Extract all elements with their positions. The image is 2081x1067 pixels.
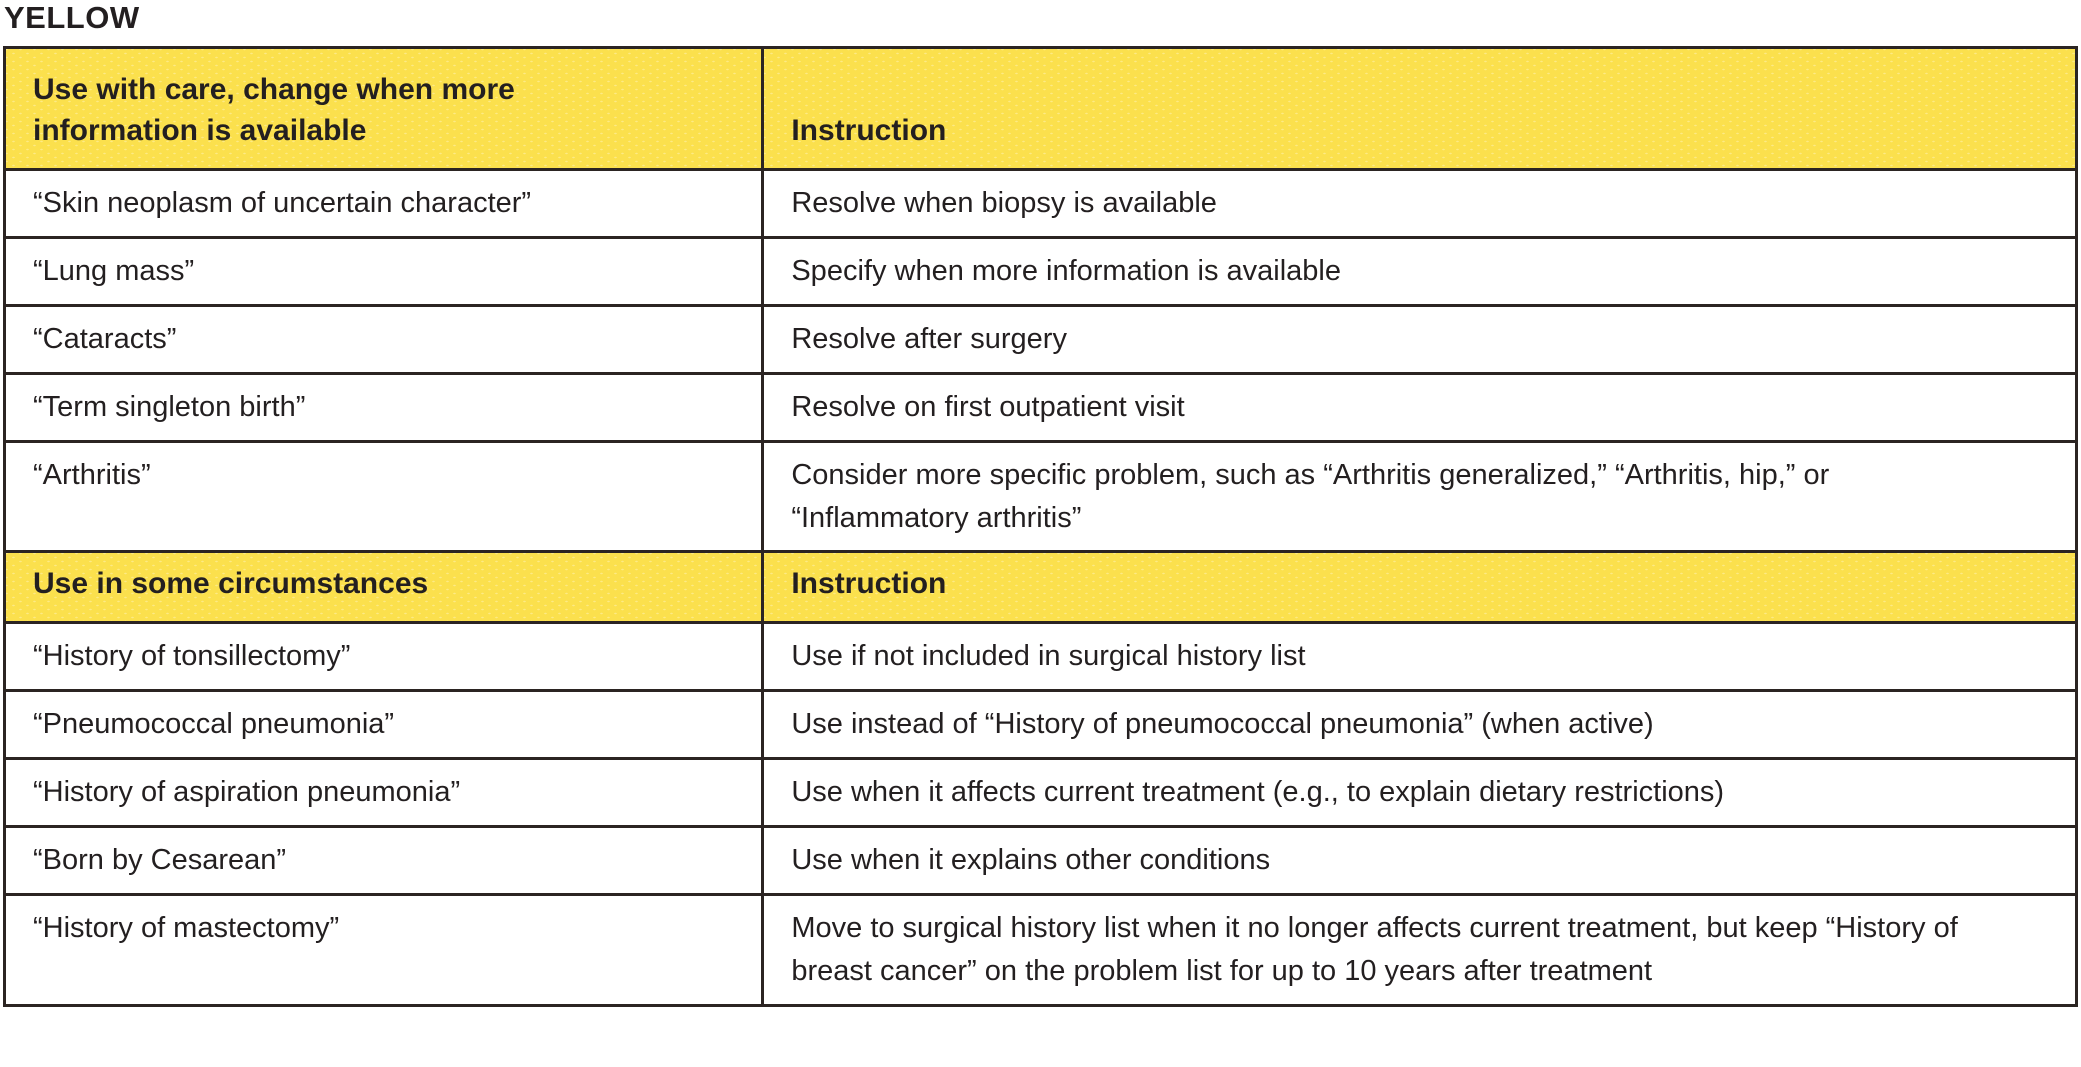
instruction-cell (763, 759, 2077, 827)
table-row (5, 826, 2077, 894)
page-title: YELLOW (4, 0, 140, 35)
section-header-term-cell (5, 552, 763, 623)
term-label: “Pneumococcal pneumonia” (33, 708, 395, 741)
instruction-cell (763, 826, 2077, 894)
term-cell (5, 441, 763, 552)
term-label: “Lung mass” (33, 254, 195, 287)
instruction-label: Use when it explains other conditions (791, 843, 1271, 876)
term-cell (5, 237, 763, 305)
table-row (5, 237, 2077, 305)
instruction-label: Resolve when biopsy is available (791, 187, 1217, 219)
section-header-instruction-cell (763, 48, 2077, 170)
section-header-term-label: Use in some circumstances (33, 567, 429, 601)
instruction-cell (763, 305, 2077, 373)
instruction-label: Use instead of “History of pneumococcal pneumonia” (when active) (791, 708, 1654, 741)
instruction-cell (763, 237, 2077, 305)
term-label: “History of aspiration pneumonia” (33, 776, 461, 809)
section-header-row (5, 48, 2077, 170)
instruction-label: Move to surgical history list when it no longer affects current treatment, but keep “History of breast cancer” on the problem list for up to 10 years after treatment (791, 911, 1958, 987)
section-header-instruction-label: Instruction (791, 114, 947, 148)
instruction-cell (763, 691, 2077, 759)
yellow-problem-list-table (3, 46, 2078, 1007)
table-row (5, 623, 2077, 691)
term-label: “Born by Cesarean” (33, 843, 287, 876)
term-cell (5, 894, 763, 1005)
section-header-term-cell (5, 48, 763, 170)
section-header-instruction-label: Instruction (791, 567, 947, 601)
instruction-label: Consider more specific problem, such as “Arthritis generalized,” “Arthritis, hip,” or “Inflammatory arthritis” (791, 458, 1830, 534)
term-label: “History of mastectomy” (33, 911, 340, 944)
term-cell (5, 305, 763, 373)
instruction-cell (763, 170, 2077, 238)
instruction-cell (763, 441, 2077, 552)
instruction-label: Specify when more information is available (791, 254, 1341, 287)
section-header-term-label: Use with care, change when more information is available (33, 73, 515, 148)
table-row (5, 441, 2077, 552)
table-row (5, 170, 2077, 238)
instruction-label: Use if not included in surgical history list (791, 640, 1306, 673)
term-cell (5, 826, 763, 894)
term-cell (5, 623, 763, 691)
section-header-instruction-cell (763, 552, 2077, 623)
term-label: “Arthritis” (33, 458, 151, 491)
term-label: “Term singleton birth” (33, 390, 306, 423)
instruction-label: Use when it affects current treatment (e.g., to explain dietary restrictions) (791, 776, 1725, 809)
instruction-cell (763, 623, 2077, 691)
section-header-row (5, 552, 2077, 623)
term-cell (5, 759, 763, 827)
table-body (5, 48, 2077, 1006)
term-cell (5, 170, 763, 238)
instruction-cell (763, 373, 2077, 441)
instruction-label: Resolve after surgery (791, 322, 1067, 355)
table-row (5, 894, 2077, 1005)
table-row (5, 691, 2077, 759)
term-label: “Skin neoplasm of uncertain character” (33, 187, 532, 219)
term-cell (5, 691, 763, 759)
instruction-cell (763, 894, 2077, 1005)
table-row (5, 305, 2077, 373)
term-label: “History of tonsillectomy” (33, 640, 351, 673)
instruction-label: Resolve on first outpatient visit (791, 390, 1185, 423)
term-cell (5, 373, 763, 441)
table-row (5, 759, 2077, 827)
term-label: “Cataracts” (33, 322, 177, 355)
table-row (5, 373, 2077, 441)
